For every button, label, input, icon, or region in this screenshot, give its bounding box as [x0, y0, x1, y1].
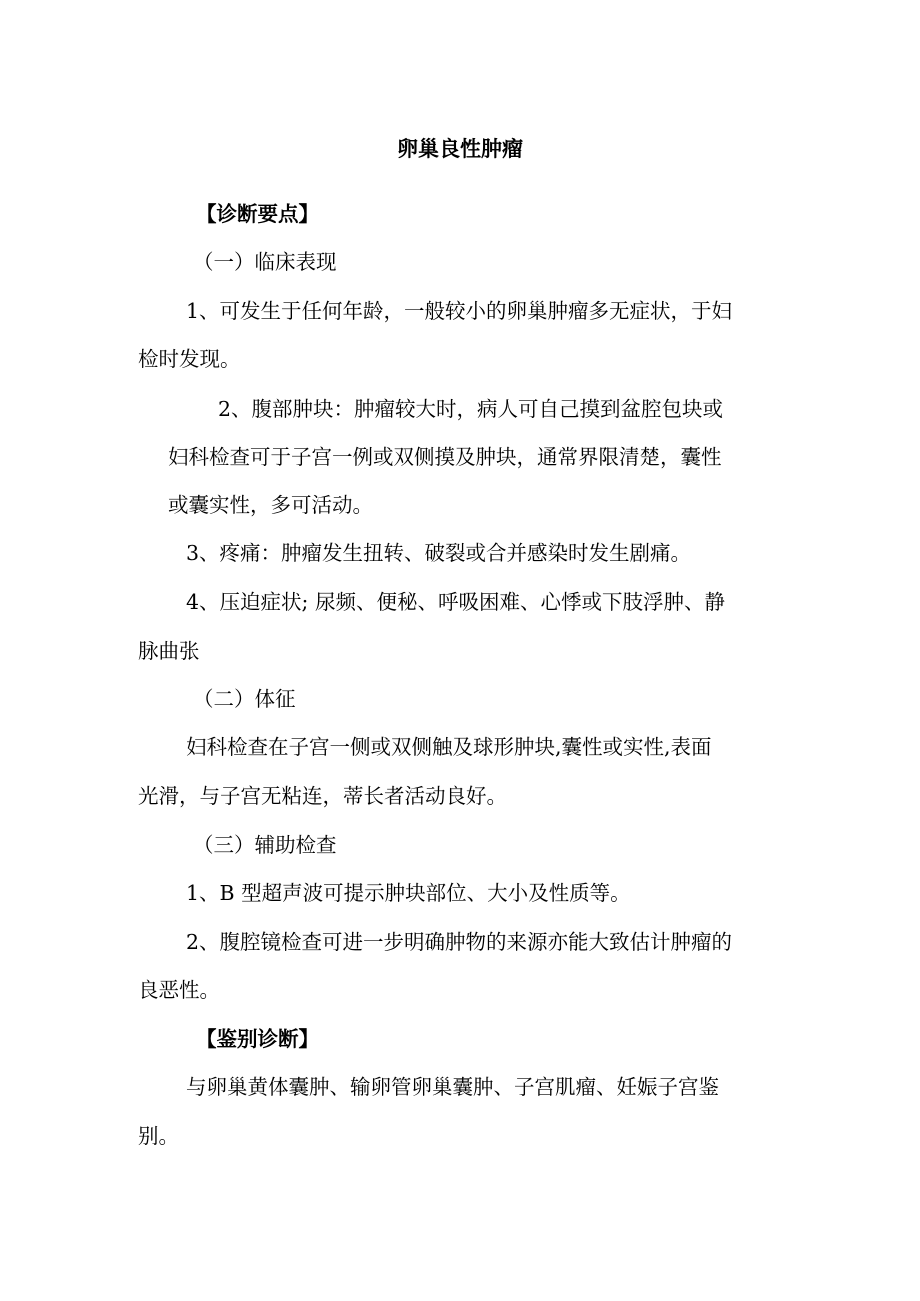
document-title: 卵巢良性肿瘤: [397, 137, 523, 161]
paragraph-aux2-line1: 2、腹腔镜检查可进一步明确肿物的来源亦能大致估计肿瘤的: [186, 930, 733, 954]
paragraph-aux2-line2: 良恶性。: [138, 978, 220, 1002]
paragraph-item2-line3: 或囊实性，多可活动。: [168, 493, 373, 517]
paragraph-signs-line1: 妇科检查在子宫一侧或双侧触及球形肿块,囊性或实性,表面: [186, 735, 712, 759]
subheading-auxiliary: （三）辅助检查: [193, 833, 337, 857]
section-heading-diagnosis: 【诊断要点】: [196, 202, 319, 226]
paragraph-item2-line2: 妇科检查可于子宫一例或双侧摸及肿块，通常界限清楚，囊性: [168, 445, 722, 469]
paragraph-item2-line1: 2、腹部肿块：肿瘤较大时，病人可自己摸到盆腔包块或: [218, 397, 724, 421]
paragraph-item4-line2: 脉曲张: [138, 639, 200, 663]
paragraph-item4-line1: 4、压迫症状; 尿频、便秘、呼吸困难、心悸或下肢浮肿、静: [186, 590, 725, 614]
paragraph-differential-line1: 与卵巢黄体囊肿、输卵管卵巢囊肿、子宫肌瘤、妊娠子宫鉴: [186, 1075, 719, 1099]
paragraph-item1-line1: 1、可发生于任何年龄，一般较小的卵巢肿瘤多无症状，于妇: [186, 299, 733, 323]
paragraph-differential-line2: 别。: [138, 1124, 179, 1148]
subheading-clinical: （一）临床表现: [193, 250, 337, 274]
section-heading-differential: 【鉴别诊断】: [196, 1027, 319, 1051]
paragraph-aux1-line1: 1、B 型超声波可提示肿块部位、大小及性质等。: [186, 881, 631, 905]
paragraph-item3-line1: 3、疼痛：肿瘤发生扭转、破裂或合并感染时发生剧痛。: [186, 541, 692, 565]
paragraph-signs-line2: 光滑，与子宫无粘连，蒂长者活动良好。: [138, 784, 507, 808]
subheading-signs: （二）体征: [193, 687, 296, 711]
paragraph-item1-line2: 检时发现。: [138, 347, 241, 371]
